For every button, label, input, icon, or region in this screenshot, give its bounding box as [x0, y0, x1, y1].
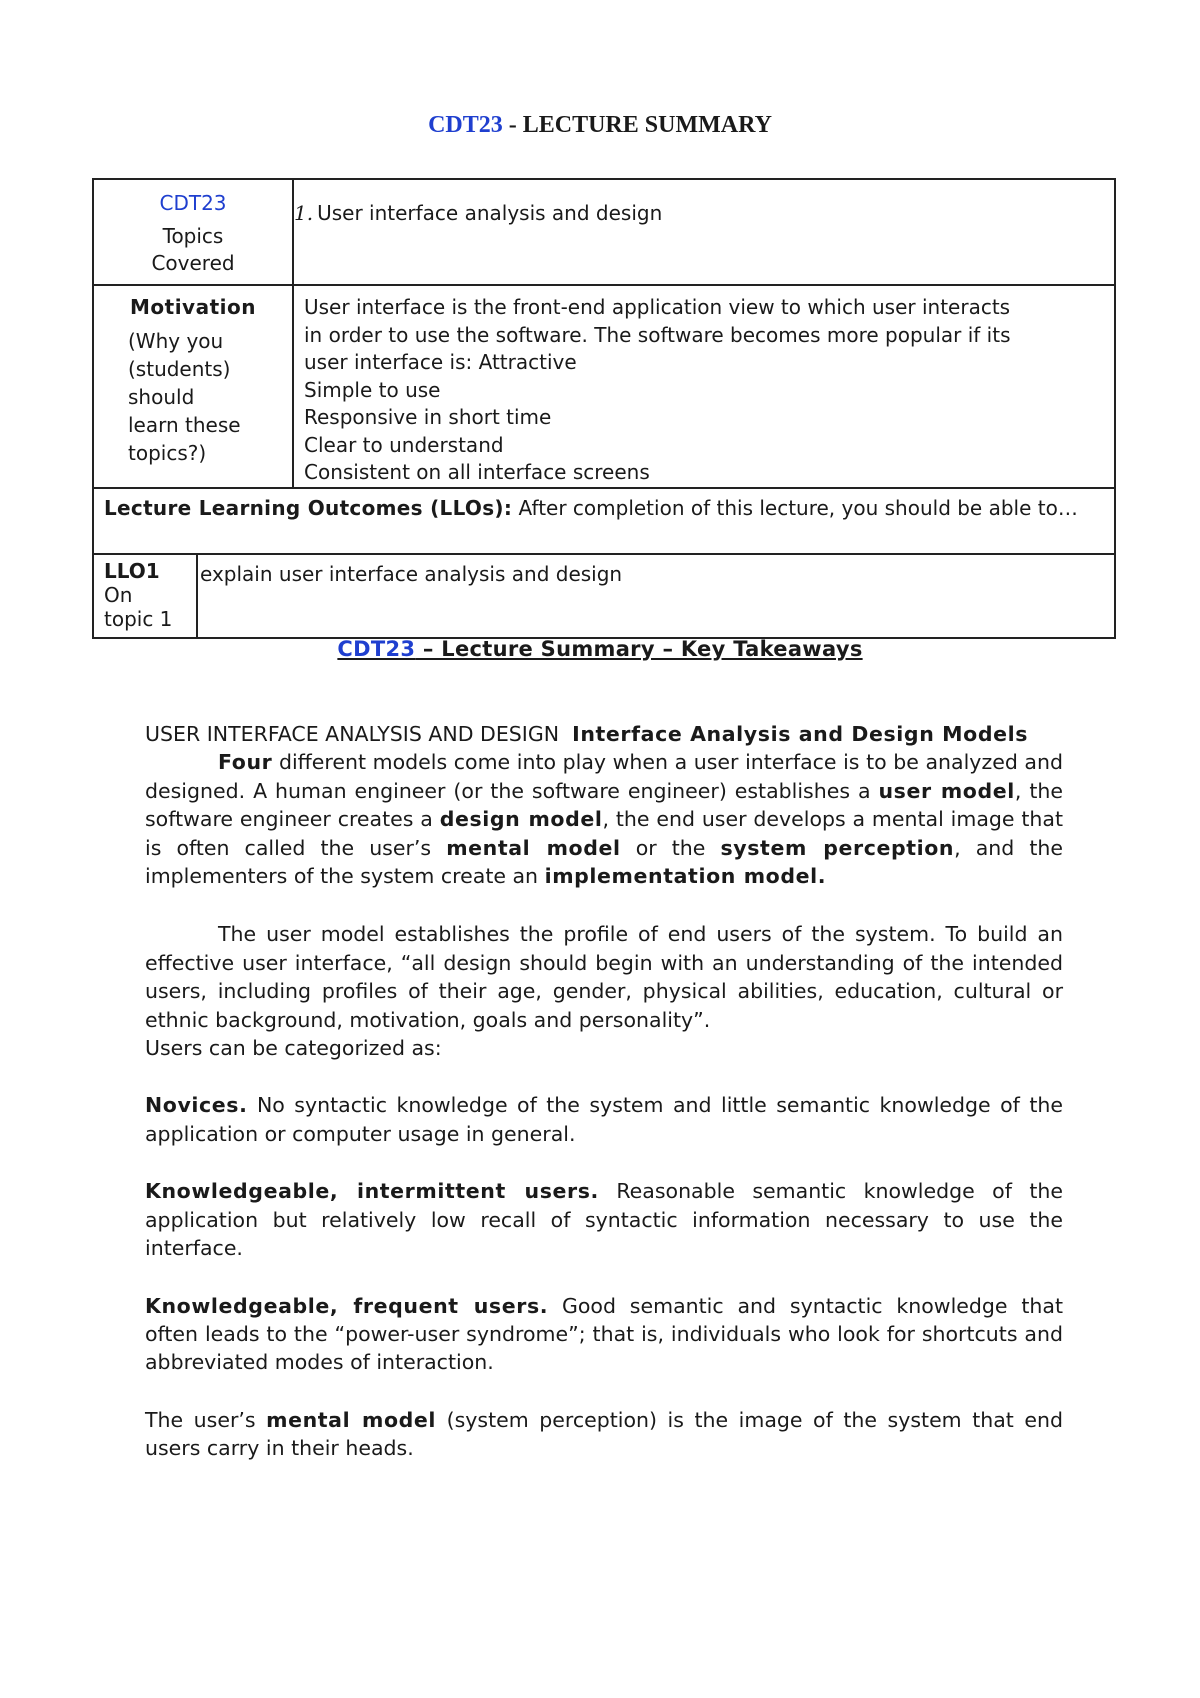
topics-row: [93, 179, 1115, 285]
motivation-text-line: Consistent on all interface screens: [304, 460, 650, 484]
llo-header-bold: Lecture Learning Outcomes (LLOs):: [104, 495, 513, 520]
section-heading-caps: USER INTERFACE ANALYSIS AND DESIGN: [145, 722, 560, 746]
motivation-sub-line: (students): [128, 357, 231, 381]
topics-label-line1: Topics: [162, 224, 224, 248]
key-takeaways-heading: [0, 637, 1200, 661]
topics-code: CDT23: [159, 191, 227, 215]
intermittent-label: Knowledgeable, intermittent users.: [145, 1179, 599, 1204]
motivation-row: [93, 285, 1115, 488]
user-model-paragraph: The user model establishes the profile of end users of the system. To build an effective user interface, “all design should begin with an understanding of the intended users, including profiles of their age, gender, physical abilities, education, cultural or ethnic background, motivation, goals and personality”.: [145, 922, 1063, 1032]
motivation-text-line: User interface is the front-end application view to which user interacts: [304, 295, 1011, 319]
models-paragraph: [145, 748, 1063, 890]
takeaways-code: CDT23: [337, 637, 416, 661]
models-text-a: different models come into play when a user interface is to be analyzed and designed. A human engineer (or the software engineer) establishes a: [145, 750, 1063, 803]
term-implementation-model: implementation model.: [544, 864, 827, 889]
llo1-code: LLO1: [104, 558, 160, 583]
models-text-e: , and the implementers of the system create an: [145, 835, 1064, 889]
motivation-text-line: Simple to use: [304, 377, 441, 402]
page-title: [0, 112, 1200, 139]
section-heading: [145, 720, 1063, 748]
section-subheading: Interface Analysis and Design Models: [572, 722, 1029, 746]
motivation-label: Motivation: [130, 295, 256, 319]
term-user-model: user model: [878, 778, 1015, 803]
motivation-text-line: Responsive in short time: [304, 405, 552, 429]
summary-body: [145, 720, 1063, 1463]
llo-header-row: [93, 488, 1115, 554]
models-text-c: , the end user develops a mental image that is often called the user’s: [145, 807, 1063, 860]
motivation-content-cell: [293, 285, 1115, 488]
llo-header-rest: After completion of this lecture, you should be able to…: [512, 495, 1078, 520]
motivation-text-line: user interface is: Attractive: [304, 350, 577, 374]
llo1-wrapper-cell: [93, 554, 1115, 638]
llo1-row: [93, 554, 1115, 638]
llo1-text-cell: [197, 555, 1114, 637]
motivation-sub-line: learn these: [128, 413, 241, 437]
term-four: Four: [218, 750, 273, 775]
intermittent-text: Reasonable semantic knowledge of the application but relatively low recall of syntactic information necessary to use the interface.: [145, 1179, 1063, 1261]
frequent-text: Good semantic and syntactic knowledge that often leads to the “power-user syndrome”; that is, individuals who look for shortcuts and abbreviated modes of interaction.: [145, 1293, 1063, 1375]
intermittent-paragraph: [145, 1177, 1063, 1262]
frequent-label: Knowledgeable, frequent users.: [145, 1293, 549, 1318]
term-system-perception: system perception: [720, 835, 955, 860]
topics-label-line2: Covered: [151, 251, 235, 275]
motivation-sub-line: should: [128, 385, 195, 409]
motivation-sub: [94, 321, 292, 467]
llo1-sub2: topic 1: [104, 606, 173, 631]
novices-paragraph: [145, 1091, 1063, 1148]
motivation-text-line: in order to use the software. The software becomes more popular if its: [304, 322, 1011, 347]
llo1-inner-table: [94, 555, 1114, 637]
llo1-code-cell: [94, 555, 197, 637]
users-categorized-line: Users can be categorized as:: [145, 1036, 442, 1061]
llo-header-cell: [93, 488, 1115, 554]
mental-model-paragraph: [145, 1406, 1063, 1463]
mental-text-a: The user’s: [145, 1407, 267, 1432]
topic-item-text: User interface analysis and design: [317, 201, 663, 225]
topic-number: 1.: [294, 201, 314, 225]
motivation-sub-line: (Why you: [128, 329, 224, 353]
models-text-b: , the software engineer creates a: [145, 778, 1063, 832]
models-text-d: or the: [620, 835, 721, 860]
novices-label: Novices.: [145, 1093, 248, 1118]
topics-label-cell: [93, 179, 293, 285]
llo1-sub1: On: [104, 582, 133, 607]
title-rest: - LECTURE SUMMARY: [502, 112, 772, 138]
motivation-label-cell: [93, 285, 293, 488]
frequent-paragraph: [145, 1292, 1063, 1377]
topics-content-cell: [293, 179, 1115, 285]
mental-text-b: (system perception) is the image of the system that end users carry in their heads.: [145, 1407, 1063, 1461]
llo1-text: explain user interface analysis and design: [200, 561, 623, 586]
term-design-model: design model: [439, 807, 603, 832]
title-code: CDT23: [428, 112, 503, 138]
motivation-sub-line: topics?): [128, 441, 207, 465]
takeaways-rest: – Lecture Summary – Key Takeaways: [415, 637, 863, 661]
term-mental-model: mental model: [446, 835, 621, 860]
novices-text: No syntactic knowledge of the system and little semantic knowledge of the application or computer usage in general.: [145, 1093, 1063, 1146]
motivation-text-line: Clear to understand: [304, 432, 504, 457]
lecture-summary-table: [92, 178, 1116, 639]
mental-model-term: mental model: [266, 1407, 437, 1432]
